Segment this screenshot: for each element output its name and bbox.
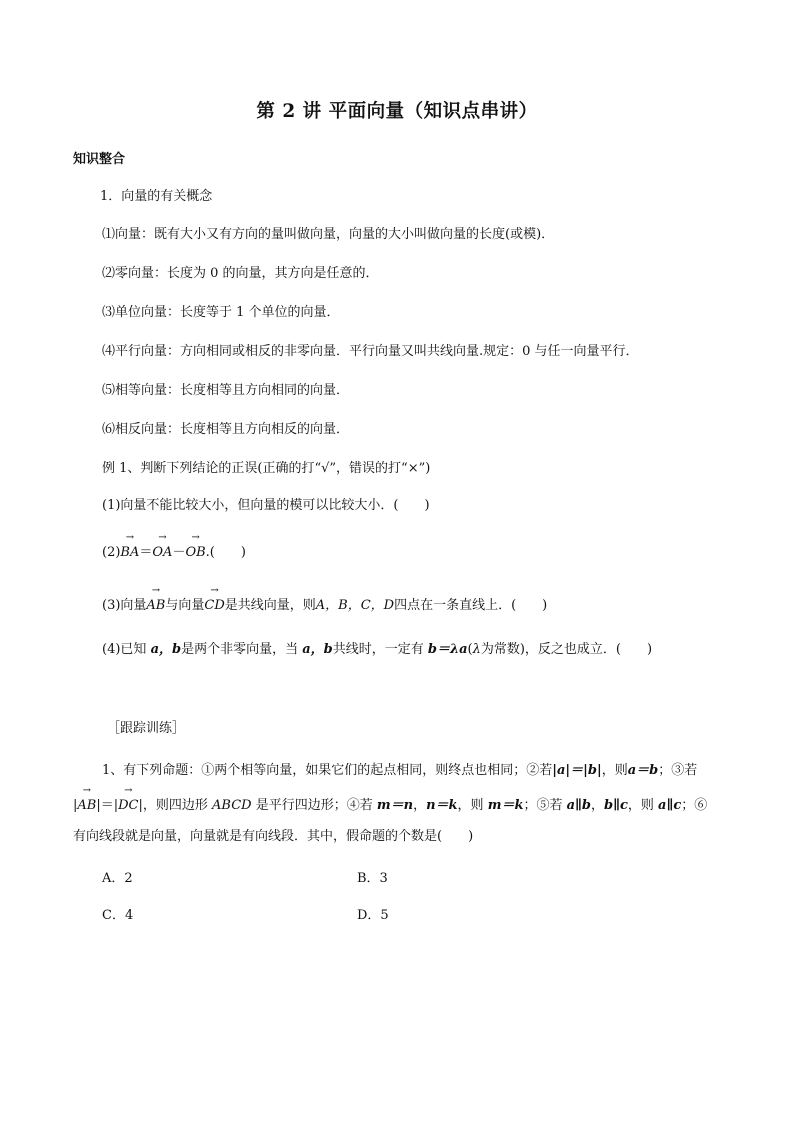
option-d: D．5: [357, 908, 389, 923]
s3-prefix: (3)向量: [102, 598, 147, 613]
s4-t4: 为常数)，反之也成立．( ): [480, 642, 653, 657]
s2-minus: －: [172, 545, 186, 560]
s4-t3: (: [467, 642, 473, 657]
concept-item-5: ⑸相等向量：长度相等且方向相同的向量．: [102, 383, 350, 398]
q1-l2-b: 是平行四边形；④若: [251, 798, 377, 813]
q1-l2-m5: b∥c: [604, 798, 628, 813]
question1-line3: 有向线段就是向量，向量就是有向线段．其中，假命题的个数是( ): [73, 829, 474, 844]
s4-ab2: a，b: [302, 642, 333, 657]
example1-prompt: 例 1、判断下列结论的正误(正确的打“√”，错误的打“×”): [102, 461, 431, 476]
vector-ab-abs: → AB: [77, 797, 96, 815]
s4-t1: 是两个非零向量，当: [181, 642, 303, 657]
q1-l2-f: ，: [591, 798, 605, 813]
vector-ab: → AB: [146, 597, 165, 615]
q1-l2-a: ，则四边形: [142, 798, 213, 813]
question1-line1: [102, 762, 697, 780]
q1-l2-d: ，则: [457, 798, 488, 813]
question1-line2: |→ AB|＝|→ DC|，则四边形 ABCD 是平行四边形；④若 m＝n，n＝k，则 m＝k；⑤若 a∥b，b∥c，则 a∥c；⑥: [73, 797, 707, 815]
s4-lambda: λ: [472, 642, 481, 657]
q1-l2-m6: a∥c: [658, 798, 682, 813]
vector-ba: → BA: [120, 544, 139, 562]
option-c: C．4: [102, 908, 134, 923]
example1-statement-2: [102, 544, 246, 562]
s2-suffix: .( ): [205, 545, 246, 560]
option-b: B．3: [357, 871, 388, 886]
s4-prefix: (4)已知: [102, 642, 151, 657]
q1-l2-m3: m＝k: [487, 798, 524, 813]
example1-statement-3: [102, 597, 547, 615]
s4-ab: a，b: [150, 642, 182, 657]
q1-l2-m1: m＝n: [376, 798, 414, 813]
concepts-heading: 1．向量的有关概念: [100, 189, 213, 204]
s2-prefix: (2): [102, 545, 121, 560]
q1-l2-g: ，则: [627, 798, 659, 813]
q1-l2-e: ；⑤若: [523, 798, 567, 813]
concept-item-2: ⑵零向量：长度为 0 的向量，其方向是任意的．: [102, 266, 379, 281]
example1-statement-1: (1)向量不能比较大小，但向量的模可以比较大小．( ): [102, 498, 430, 513]
training-heading: ［跟踪训练］: [107, 721, 186, 736]
concept-item-3: ⑶单位向量：长度等于 1 个单位的向量．: [102, 305, 340, 320]
vector-oa: → OA: [152, 544, 172, 562]
s3-text2: 四点在一条直线上．( ): [394, 598, 548, 613]
q1-l1-b: ，则: [601, 763, 628, 778]
q1-l2-abcd: ABCD: [212, 798, 252, 813]
s3-text1: 是共线向量，则: [224, 598, 316, 613]
q1-l1-c: ；③若: [658, 763, 698, 778]
vector-cd: → CD: [204, 597, 224, 615]
s3-points: A，B，C，D: [315, 598, 395, 613]
vector-dc-abs: → DC: [118, 797, 138, 815]
q1-l2-c: ，: [413, 798, 427, 813]
q1-l2-m2: n＝k: [426, 798, 458, 813]
vector-ob: → OB: [185, 544, 205, 562]
q1-l1-m1: |a|＝|b|: [552, 763, 602, 778]
page-title: 第 2 讲 平面向量（知识点串讲）: [256, 101, 538, 122]
concept-item-1: ⑴向量：既有大小又有方向的量叫做向量，向量的大小叫做向量的长度(或模)．: [102, 227, 555, 242]
example1-statement-4: [102, 641, 652, 659]
option-a: A．2: [102, 871, 133, 886]
q1-l1-a: 1、有下列命题：①两个相等向量，如果它们的起点相同，则终点也相同；②若: [102, 763, 553, 778]
q1-l2-m4: a∥b: [566, 798, 591, 813]
q1-l2-h: ；⑥: [681, 798, 708, 813]
s4-formula: b＝λa: [427, 642, 468, 657]
section-heading: 知识整合: [73, 152, 126, 167]
concept-item-4: ⑷平行向量：方向相同或相反的非零向量．平行向量又叫共线向量.规定：0 与任一向量平行．: [102, 344, 639, 359]
s3-mid: 与向量: [165, 598, 205, 613]
s2-eq: ＝: [139, 545, 153, 560]
q1-l1-m2: a＝b: [627, 763, 659, 778]
concept-item-6: ⑹相反向量：长度相等且方向相反的向量．: [102, 422, 350, 437]
s4-t2: 共线时，一定有: [332, 642, 428, 657]
